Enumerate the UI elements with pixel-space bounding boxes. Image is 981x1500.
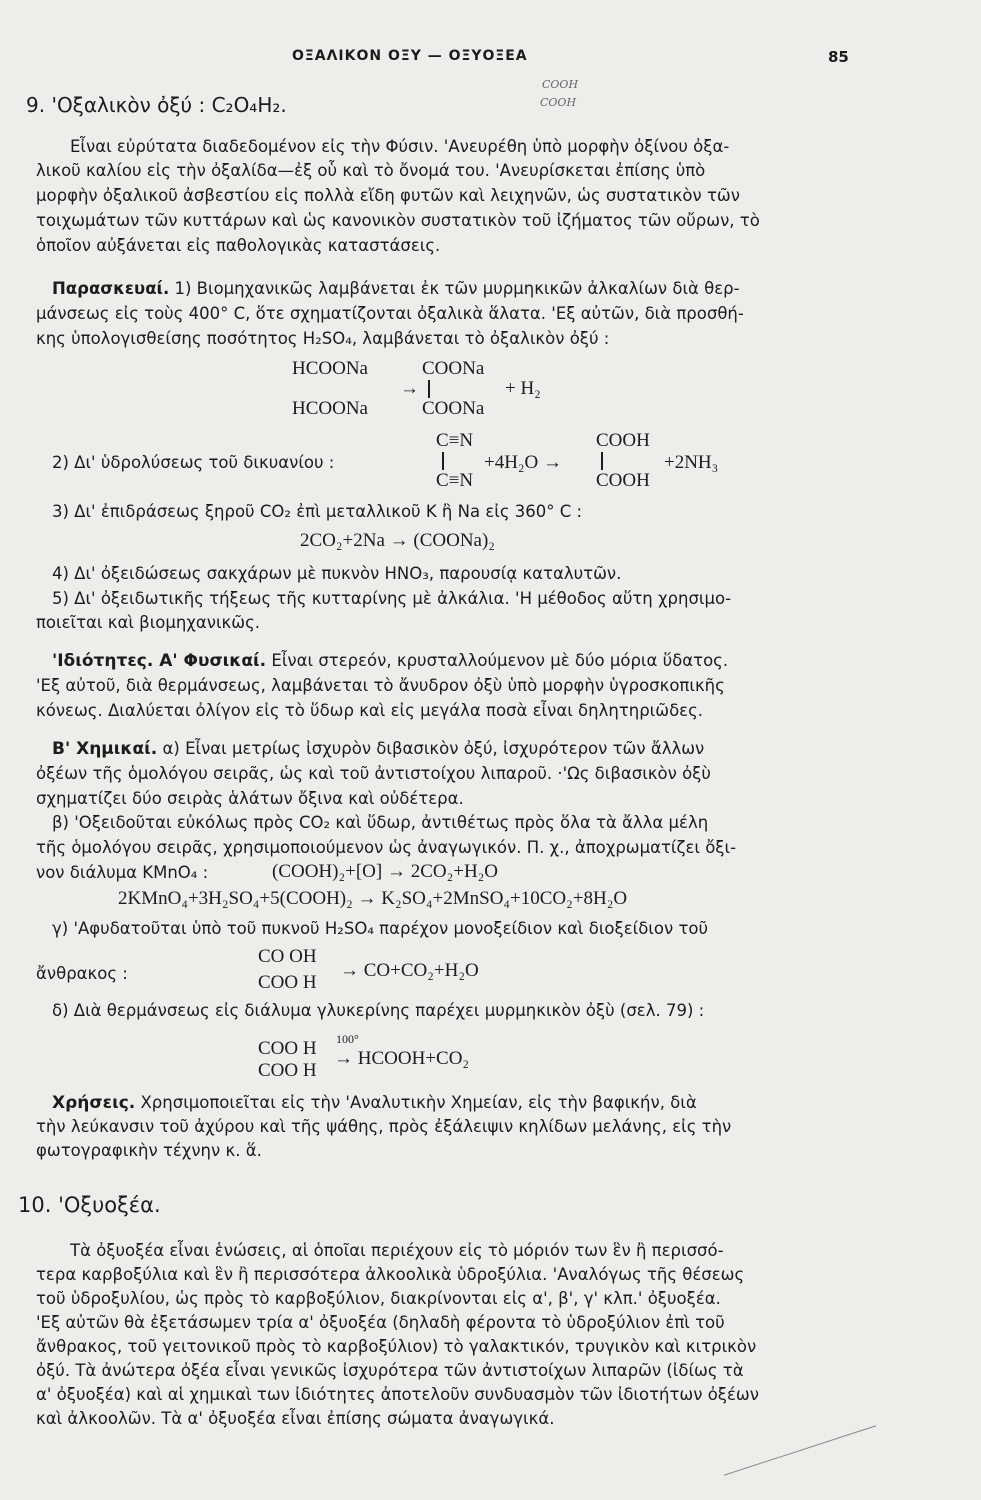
eq2-cn-top: C≡N: [436, 430, 474, 451]
eq2-cn-bottom: C≡N: [436, 470, 474, 491]
physical-line-2: 'Εξ αὐτοῦ, διὰ θερμάνσεως, λαμβάνεται τὸ ἄνυδρον ὀξὺ ὑπὸ μορφὴν ὑγροσκοπικῆς: [36, 676, 725, 695]
preparation-method-5: 5) Δι' ὀξειδωτικῆς τήξεως τῆς κυτταρίνης μὲ ἀλκάλια. 'Η μέθοδος αὕτη χρησιμο-: [52, 589, 732, 608]
gamma-eq-rhs: → CO+CO₂+H₂O: [340, 960, 479, 981]
properties-label: 'Ιδιότητες. Α' Φυσικαί.: [52, 651, 267, 671]
beta-line-2: τῆς ὁμολόγου σειρᾶς, χρησιμοποιούμενον ὡς ἀναγωγικόν. Π. χ., ἀποχρωματίζει ὄξι-: [36, 838, 737, 857]
uses-line-1: [52, 1092, 697, 1114]
hydroxy-acids-line-6: ὀξύ. Τὰ ἀνώτερα ὀξέα εἶναι γενικῶς ἰσχυρότερα τῶν ἀντιστοίχων λιπαρῶν (ἰδίως τὰ: [36, 1361, 744, 1380]
eq1-plus-hydrogen: + H₂: [505, 378, 541, 399]
hydroxy-acids-line-8: καὶ ἀλκοολῶν. Τὰ α' ὀξυοξέα εἶναι ἐπίσης σώματα ἀναγωγικά.: [36, 1409, 555, 1428]
header-title: ΟΞΑΛΙΚΟΝ ΟΞΥ — ΟΞΥΟΞΕΑ: [292, 48, 528, 64]
alpha-line-1: [52, 738, 704, 760]
delta-eq-top: COO H: [258, 1038, 317, 1059]
preparation-method-3: 3) Δι' ἐπιδράσεως ξηροῦ CO₂ ἐπὶ μεταλλικοῦ K ἢ Na εἰς 360° C :: [52, 502, 583, 521]
running-header: [0, 48, 981, 72]
physical-line-3: κόνεως. Διαλύεται ὀλίγον εἰς τὸ ὕδωρ καὶ εἰς μεγάλα ποσὰ εἶναι δηλητηριῶδες.: [36, 701, 704, 720]
gamma-eq-bottom: COO H: [258, 972, 317, 993]
cyanogen-label: 2) Δι' ὑδρολύσεως τοῦ δικυανίου :: [52, 453, 335, 472]
uses-label: Χρήσεις.: [52, 1093, 136, 1113]
gamma-eq-top: CO OH: [258, 946, 317, 967]
physical-text-1: Εἶναι στερεόν, κρυσταλλούμενον μὲ δύο μόρια ὕδατος.: [271, 651, 729, 670]
handwritten-note-bottom: COOH: [540, 96, 577, 109]
eq3: 2CO₂+2Na → (COONa)₂: [300, 530, 495, 551]
alpha-text-1: α) Εἶναι μετρίως ἰσχυρὸν διβασικὸν ὀξύ, ἰσχυρότερον τῶν ἄλλων: [162, 739, 705, 758]
beta-equation-2: 2KMnO₄+3H₂SO₄+5(COOH)₂ → K₂SO₄+2MnSO₄+10CO₂+8H₂O: [118, 888, 628, 909]
eq2-bond-left: [442, 452, 444, 470]
eq1-arrow: →: [400, 378, 419, 399]
preparation-line-2: μάνσεως εἰς τοὺς 400° C, ὅτε σχηματίζονται ὀξαλικὰ ἅλατα. 'Εξ αὐτῶν, διὰ προσθή-: [36, 304, 744, 323]
preparation-line-1: [52, 278, 740, 300]
section-9-heading: 9. 'Οξαλικὸν ὀξύ : C₂O₄H₂.: [26, 93, 287, 117]
eq1-bond: [428, 380, 430, 398]
intro-line-5: ὁποῖον αὐξάνεται εἰς παθολογικὰς καταστάσεις.: [36, 236, 441, 255]
beta-line-1: β) 'Οξειδοῦται εὐκόλως πρὸς CO₂ καὶ ὕδωρ, ἀντιθέτως πρὸς ὅλα τὰ ἄλλα μέλη: [52, 813, 709, 832]
properties-line-1: [52, 650, 728, 672]
eq2-cooh-top: COOH: [596, 430, 650, 451]
preparation-method-5-cont: ποιεῖται καὶ βιομηχανικῶς.: [36, 613, 261, 632]
delta-eq-bottom: COO H: [258, 1060, 317, 1081]
hydroxy-acids-line-7: α' ὀξυοξέα) καὶ αἱ χημικαὶ των ἰδιότητες ἀποτελοῦν συνδυασμὸν τῶν ἰδιοτήτων ὀξέων: [36, 1385, 759, 1404]
hydroxy-acids-line-5: ἄνθρακος, τοῦ γειτονικοῦ πρὸς τὸ καρβοξύλιον) τὸ γαλακτικόν, τρυγικὸν καὶ κιτρικὸν: [36, 1337, 757, 1356]
hydroxy-acids-line-3: τοῦ ὑδροξυλίου, ὡς πρὸς τὸ καρβοξύλιον, διακρίνονται εἰς α', β', γ' κλπ.' ὀξυοξέα.: [36, 1289, 721, 1308]
eq1-product-bottom: COONa: [422, 398, 485, 419]
preparation-line-3: κης ὑπολογισθείσης ποσότητος H₂SO₄, λαμβάνεται τὸ ὀξαλικὸν ὀξύ :: [36, 329, 610, 348]
handwritten-note-top: COOH: [542, 78, 579, 91]
eq1-reactant-bottom: HCOONa: [292, 398, 368, 419]
intro-line-2: λικοῦ καλίου εἰς τὴν ὀξαλίδα—ἐξ οὗ καὶ τὸ ὄνομά του. 'Ανευρίσκεται ἐπίσης ὑπὸ: [36, 161, 706, 180]
gamma-line-1: γ) 'Αφυδατοῦται ὑπὸ τοῦ πυκνοῦ H₂SO₄ παρέχον μονοξείδιον καὶ διοξείδιον τοῦ: [52, 919, 709, 938]
beta-line-3: νον διάλυμα KMnO₄ :: [36, 863, 209, 882]
hydroxy-acids-line-4: 'Εξ αὐτῶν θὰ ἐξετάσωμεν τρία α' ὀξυοξέα (δηλαδὴ φέροντα τὸ ὑδροξύλιον ἐπὶ τοῦ: [36, 1313, 725, 1332]
eq1-product-top: COONa: [422, 358, 485, 379]
eq2-bond-right: [601, 452, 603, 470]
delta-eq-rhs: → HCOOH+CO₂: [334, 1048, 470, 1069]
eq2-cooh-bottom: COOH: [596, 470, 650, 491]
uses-text-1: Χρησιμοποιεῖται εἰς τὴν 'Αναλυτικὴν Χημείαν, εἰς τὴν βαφικήν, διὰ: [140, 1093, 697, 1112]
section-10-heading: 10. 'Οξυοξέα.: [18, 1193, 161, 1217]
eq1-reactant-top: HCOONa: [292, 358, 368, 379]
chemical-label: Β' Χημικαί.: [52, 739, 158, 759]
preparation-method-4: 4) Δι' ὀξειδώσεως σακχάρων μὲ πυκνὸν HNO₃, παρουσίᾳ καταλυτῶν.: [52, 564, 622, 583]
delta-line: δ) Διὰ θερμάνσεως εἰς διάλυμα γλυκερίνης παρέχει μυρμηκικὸν ὀξὺ (σελ. 79) :: [52, 1001, 705, 1020]
page-number: 85: [828, 48, 849, 66]
hydroxy-acids-line-2: τερα καρβοξύλια καὶ ἓν ἢ περισσότερα ἀλκοολικὰ ὑδροξύλια. 'Αναλόγως τῆς θέσεως: [36, 1265, 745, 1284]
intro-line-3: μορφὴν ὀξαλικοῦ ἀσβεστίου εἰς πολλὰ εἴδη φυτῶν καὶ λειχηνῶν, ὡς συστατικὸν τῶν: [36, 186, 740, 205]
uses-line-2: τὴν λεύκανσιν τοῦ ἀχύρου καὶ τῆς ψάθης, πρὸς ἐξάλειψιν κηλίδων μελάνης, εἰς τὴν: [36, 1117, 732, 1136]
preparation-text-1: 1) Βιομηχανικῶς λαμβάνεται ἐκ τῶν μυρμηκικῶν ἀλκαλίων διὰ θερ-: [174, 279, 740, 298]
pencil-stroke: [724, 1425, 876, 1475]
eq2-ammonia: +2NH₃: [664, 452, 719, 473]
eq2-water-arrow: +4H₂O →: [484, 452, 563, 473]
alpha-line-2: ὀξέων τῆς ὁμολόγου σειρᾶς, ὡς καὶ τοῦ ἀντιστοίχου λιπαροῦ. ·'Ως διβασικὸν ὀξὺ: [36, 764, 711, 783]
delta-eq-temperature: 100°: [336, 1032, 359, 1046]
preparation-label: Παρασκευαί.: [52, 279, 170, 298]
intro-line-4: τοιχωμάτων τῶν κυττάρων καὶ ὡς κανονικὸν συστατικὸν τοῦ ἰζήματος τῶν οὔρων, τὸ: [36, 211, 760, 230]
uses-line-3: φωτογραφικὴν τέχνην κ. ἅ.: [36, 1141, 262, 1160]
hydroxy-acids-line-1: Τὰ ὀξυοξέα εἶναι ἑνώσεις, αἱ ὁποῖαι περιέχουν εἰς τὸ μόριόν των ἓν ἢ περισσό-: [70, 1241, 724, 1260]
gamma-line-2: ἄνθρακος :: [36, 964, 128, 983]
beta-equation-1: (COOH)₂+[O] → 2CO₂+H₂O: [272, 861, 499, 882]
intro-line-1: Εἶναι εὐρύτατα διαδεδομένον εἰς τὴν Φύσιν. 'Ανευρέθη ὑπὸ μορφὴν ὀξίνου ὀξα-: [70, 137, 730, 156]
alpha-line-3: σχηματίζει δύο σειρὰς ἁλάτων ὄξινα καὶ οὐδέτερα.: [36, 789, 464, 808]
